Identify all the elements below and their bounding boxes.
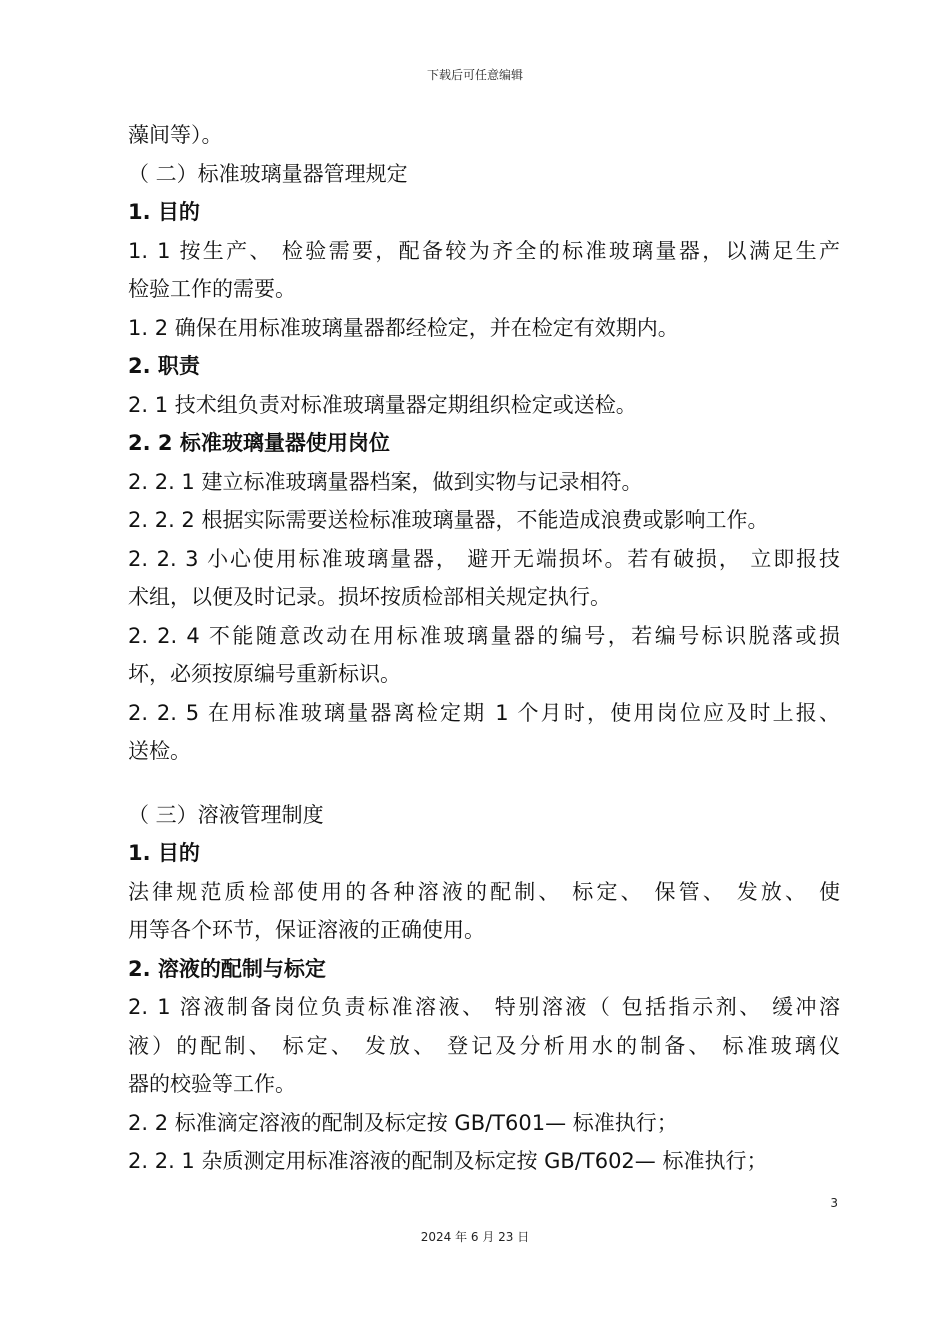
text-line: 用等各个环节，保证溶液的正确使用。 — [128, 918, 485, 942]
text-line: 2. 职责 — [128, 354, 200, 378]
text-line: 液）的配制、 标定、 发放、 登记及分析用水的制备、 标准玻璃仪 — [128, 1033, 840, 1058]
text-line: 1. 1 按生产、 检验需要，配备较为齐全的标准玻璃量器，以满足生产 — [128, 238, 840, 263]
text-line: 2. 溶液的配制与标定 — [128, 956, 326, 981]
document-body — [128, 116, 840, 1181]
page-number: 3 — [830, 1196, 838, 1210]
text-line: 2. 2. 4 不能随意改动在用标准玻璃量器的编号，若编号标识脱落或损 — [128, 623, 840, 648]
text-line: 2. 2. 5 在用标准玻璃量器离检定期 1 个月时，使用岗位应及时上报、 — [128, 700, 840, 725]
text-line: 1. 目的 — [128, 841, 200, 865]
text-line: 2. 2. 3 小心使用标准玻璃量器， 避开无端损坏。若有破损， 立即报技 — [128, 546, 840, 571]
page-header: 下载后可任意编辑 — [426, 68, 523, 82]
text-line: 1. 2 确保在用标准玻璃量器都经检定，并在检定有效期内。 — [128, 315, 679, 340]
text-line: 2. 2 标准滴定溶液的配制及标定按 GB/T601— 标准执行； — [128, 1110, 678, 1135]
text-line: 器的校验等工作。 — [128, 1072, 296, 1096]
text-line: （ 二）标准玻璃量器管理规定 — [128, 161, 408, 186]
text-line: 法律规范质检部使用的各种溶液的配制、 标定、 保管、 发放、 使 — [128, 879, 840, 904]
text-line: 2. 2 标准玻璃量器使用岗位 — [128, 431, 390, 455]
text-line: 2. 2. 1 建立标准玻璃量器档案，做到实物与记录相符。 — [128, 469, 643, 494]
text-line: 2. 1 溶液制备岗位负责标准溶液、 特别溶液（ 包括指示剂、 缓冲溶 — [128, 995, 840, 1019]
text-line: 检验工作的需要。 — [128, 277, 296, 301]
text-line: 1. 目的 — [128, 200, 200, 224]
text-line: 2. 2. 2 根据实际需要送检标准玻璃量器，不能造成浪费或影响工作。 — [128, 508, 769, 532]
text-line: 藻间等）。 — [128, 123, 223, 147]
text-line: 2. 1 技术组负责对标准玻璃量器定期组织检定或送检。 — [128, 392, 637, 417]
text-line: 术组，以便及时记录。损坏按质检部相关规定执行。 — [128, 585, 611, 609]
text-line: 坏，必须按原编号重新标识。 — [128, 662, 401, 686]
text-line: （ 三）溶液管理制度 — [128, 802, 324, 827]
footer-date: 2024 年 6 月 23 日 — [420, 1230, 530, 1244]
text-line: 2. 2. 1 杂质测定用标准溶液的配制及标定按 GB/T602— 标准执行； — [128, 1149, 768, 1173]
text-line: 送检。 — [128, 739, 191, 763]
